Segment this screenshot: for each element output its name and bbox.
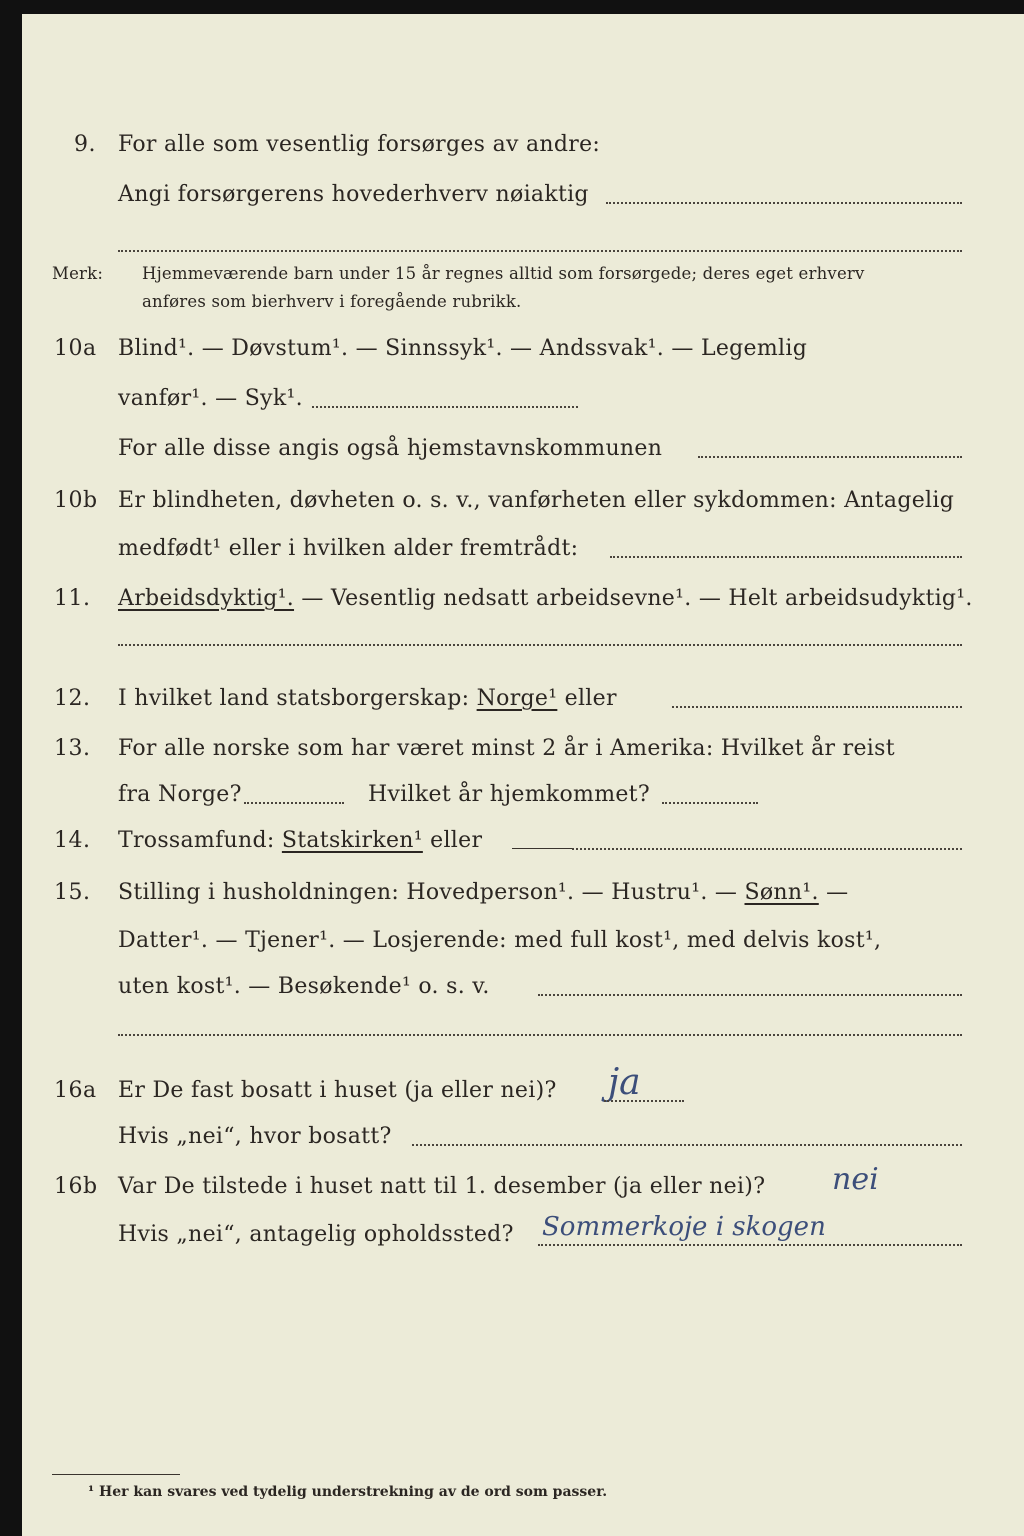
q9-text-line1: For alle som vesentlig forsørges av andre: — [118, 132, 601, 157]
q10b-text-line2: medfødt¹ eller i hvilken alder fremtrådt: — [118, 536, 579, 561]
q16b-handwritten-place: Sommerkoje i skogen — [542, 1212, 826, 1242]
q14-prompt: Trossamfund: — [118, 828, 275, 853]
q16a-answer-line — [604, 1100, 684, 1102]
q13-year-left-line — [244, 802, 344, 804]
q11-selected-option: Arbeidsdyktig¹. — [118, 586, 295, 611]
q11-text — [118, 586, 973, 611]
q10a-answer-line — [312, 406, 578, 408]
q10a-number: 10a — [54, 336, 97, 361]
q14-or: eller — [430, 828, 483, 853]
q14-number: 14. — [54, 828, 91, 853]
q12-text — [118, 686, 617, 711]
q16a-number: 16a — [54, 1078, 97, 1103]
q15-answer-line2 — [118, 1034, 962, 1036]
q15-dash: — — [826, 880, 849, 905]
q14-selected-option: Statskirken¹ — [281, 828, 423, 853]
q9-number: 9. — [74, 132, 96, 157]
q16b-number: 16b — [54, 1174, 98, 1199]
q16b-text-line2: Hvis „nei“, antagelig opholdssted? — [118, 1222, 514, 1247]
q15-number: 15. — [54, 880, 91, 905]
q12-or: eller — [564, 686, 617, 711]
q14-answer-line-short — [512, 848, 572, 849]
merk-label: Merk: — [52, 264, 104, 283]
q13-text-line2b: Hvilket år hjemkommet? — [368, 782, 650, 807]
q16b-handwritten-answer: nei — [832, 1162, 879, 1197]
q16b-place-line — [538, 1244, 962, 1246]
q16b-text-line1: Var De tilstede i huset natt til 1. desember (ja eller nei)? — [118, 1174, 766, 1199]
q12-selected-option: Norge¹ — [476, 686, 558, 711]
q15-options-a: Stilling i husholdningen: Hovedperson¹. — Hustru¹. — — [118, 880, 738, 905]
q10a-text-line1: Blind¹. — Døvstum¹. — Sinnssyk¹. — Andssvak¹. — Legemlig — [118, 336, 808, 361]
merk-text-line1: Hjemmeværende barn under 15 år regnes alltid som forsørgede; deres eget erhverv — [142, 264, 865, 283]
footnote: ¹ Her kan svares ved tydelig understrekning av de ord som passer. — [88, 1484, 608, 1500]
q12-answer-line — [672, 706, 962, 708]
q14-answer-line — [572, 848, 962, 850]
q9-answer-line2 — [118, 250, 962, 252]
q9-text-line2: Angi forsørgerens hovederhverv nøiaktig — [118, 182, 589, 207]
q16a-handwritten-answer: ja — [608, 1062, 641, 1103]
q10a-text-line2: vanfør¹. — Syk¹. — [118, 386, 303, 411]
q15-selected-option: Sønn¹. — [744, 880, 819, 905]
q15-answer-line — [538, 994, 962, 996]
q10b-text-line1: Er blindheten, døvheten o. s. v., vanførheten eller sykdommen: Antagelig — [118, 488, 955, 513]
q10b-number: 10b — [54, 488, 98, 513]
q16a-text-line2: Hvis „nei“, hvor bosatt? — [118, 1124, 392, 1149]
census-form-page — [22, 14, 1024, 1536]
q15-text-line2: Datter¹. — Tjener¹. — Losjerende: med full kost¹, med delvis kost¹, — [118, 928, 882, 953]
q16a-where-line — [412, 1144, 962, 1146]
q11-answer-line — [118, 644, 962, 646]
footnote-rule — [52, 1474, 180, 1475]
q13-number: 13. — [54, 736, 91, 761]
q11-other-options: — Vesentlig nedsatt arbeidsevne¹. — Helt arbeidsudyktig¹. — [301, 586, 973, 611]
q12-number: 12. — [54, 686, 91, 711]
q10a-hometown-line — [698, 456, 962, 458]
q16a-text-line1: Er De fast bosatt i huset (ja eller nei)? — [118, 1078, 557, 1103]
merk-text-line2: anføres som bierhverv i foregående rubrikk. — [142, 292, 522, 311]
q15-text-line3: uten kost¹. — Besøkende¹ o. s. v. — [118, 974, 490, 999]
q14-text — [118, 828, 482, 853]
q13-text-line1: For alle norske som har været minst 2 år i Amerika: Hvilket år reist — [118, 736, 895, 761]
q12-prompt: I hvilket land statsborgerskap: — [118, 686, 470, 711]
q13-text-line2a: fra Norge? — [118, 782, 242, 807]
q13-year-returned-line — [662, 802, 758, 804]
q10b-answer-line — [610, 556, 962, 558]
q15-text-line1 — [118, 880, 848, 905]
q9-answer-line — [606, 202, 962, 204]
q10a-text-line3: For alle disse angis også hjemstavnskommunen — [118, 436, 663, 461]
q11-number: 11. — [54, 586, 91, 611]
